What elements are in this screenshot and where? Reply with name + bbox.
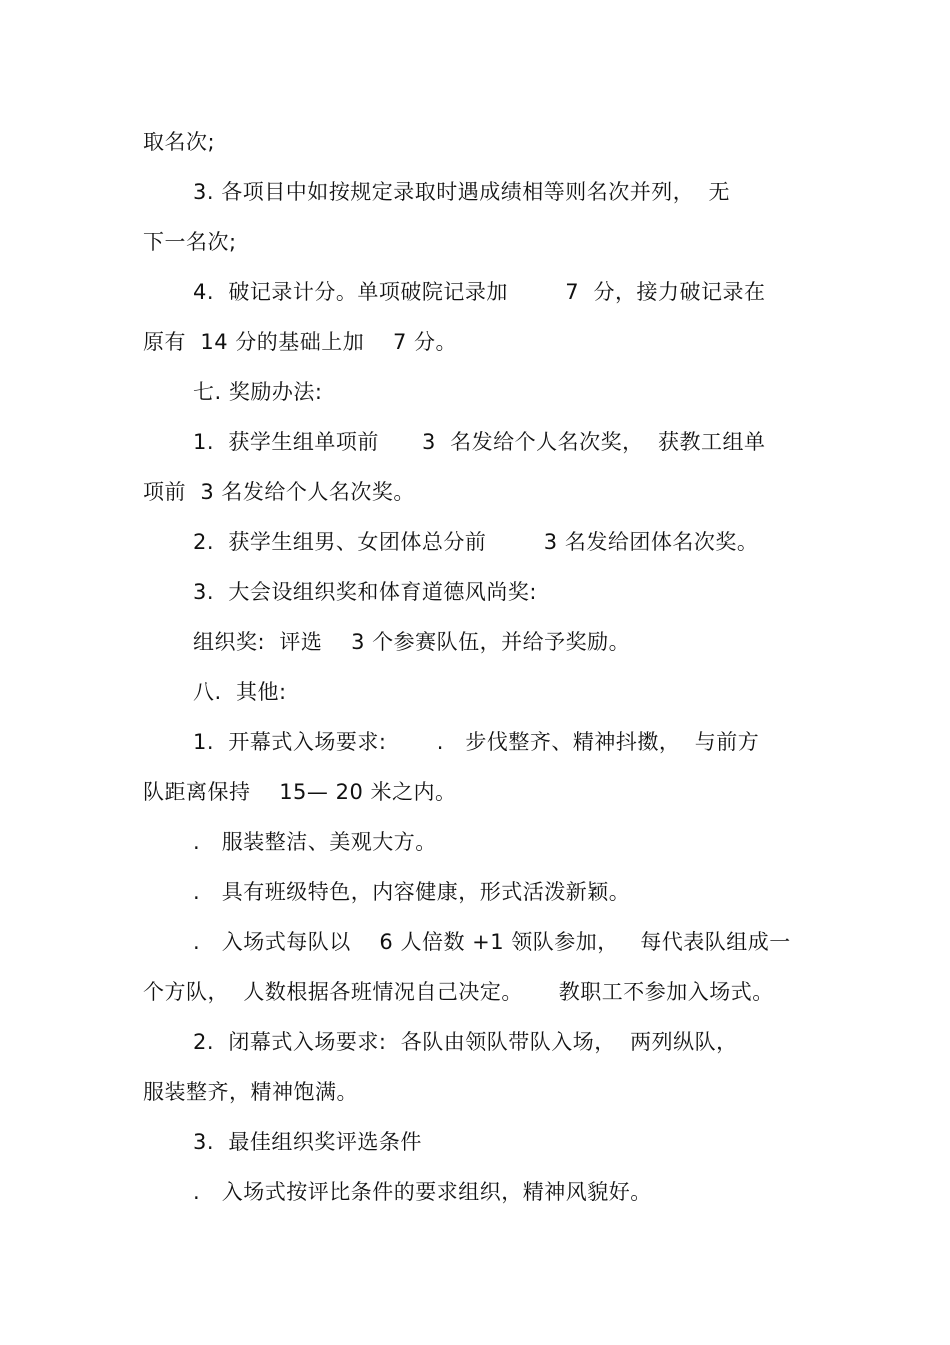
text-line: 项前 3 名发给个人名次奖。 [143, 480, 415, 504]
text-line: 取名次; [143, 130, 216, 154]
text-line: 原有 14 分的基础上加 7 分。 [143, 330, 457, 354]
text-line: 七. 奖励办法: [193, 380, 323, 404]
text-line: 3. 各项目中如按规定录取时遇成绩相等则名次并列， 无 [193, 180, 731, 204]
text-line: 组织奖: 评选 3 个参赛队伍，并给予奖励。 [193, 630, 631, 654]
text-line: 1. 获学生组单项前 3 名发给个人名次奖， 获教工组单 [193, 430, 766, 454]
text-line: 八. 其他: [193, 680, 287, 704]
text-line: . 具有班级特色，内容健康，形式活泼新颖。 [193, 880, 631, 904]
text-line: 2. 闭幕式入场要求: 各队由领队带队入场， 两列纵队， [193, 1030, 738, 1054]
text-line: . 入场式按评比条件的要求组织，精神风貌好。 [193, 1180, 652, 1204]
text-line: . 入场式每队以 6 人倍数 +1 领队参加， 每代表队组成一 [193, 930, 791, 954]
text-line: . 服装整洁、美观大方。 [193, 830, 437, 854]
text-line: 2. 获学生组男、女团体总分前 3 名发给团体名次奖。 [193, 530, 759, 554]
text-line: 服装整齐，精神饱满。 [143, 1080, 358, 1104]
text-line: 1. 开幕式入场要求: . 步伐整齐、精神抖擞， 与前方 [193, 730, 760, 754]
text-line: 3. 大会设组织奖和体育道德风尚奖: [193, 580, 537, 604]
text-line: 队距离保持 15— 20 米之内。 [143, 780, 457, 804]
text-line: 个方队， 人数根据各班情况自己决定。 教职工不参加入场式。 [143, 980, 774, 1004]
text-line: 4. 破记录计分。单项破院记录加 7 分，接力破记录在 [193, 280, 766, 304]
text-line: 下一名次; [143, 230, 237, 254]
text-line: 3. 最佳组织奖评选条件 [193, 1130, 422, 1154]
